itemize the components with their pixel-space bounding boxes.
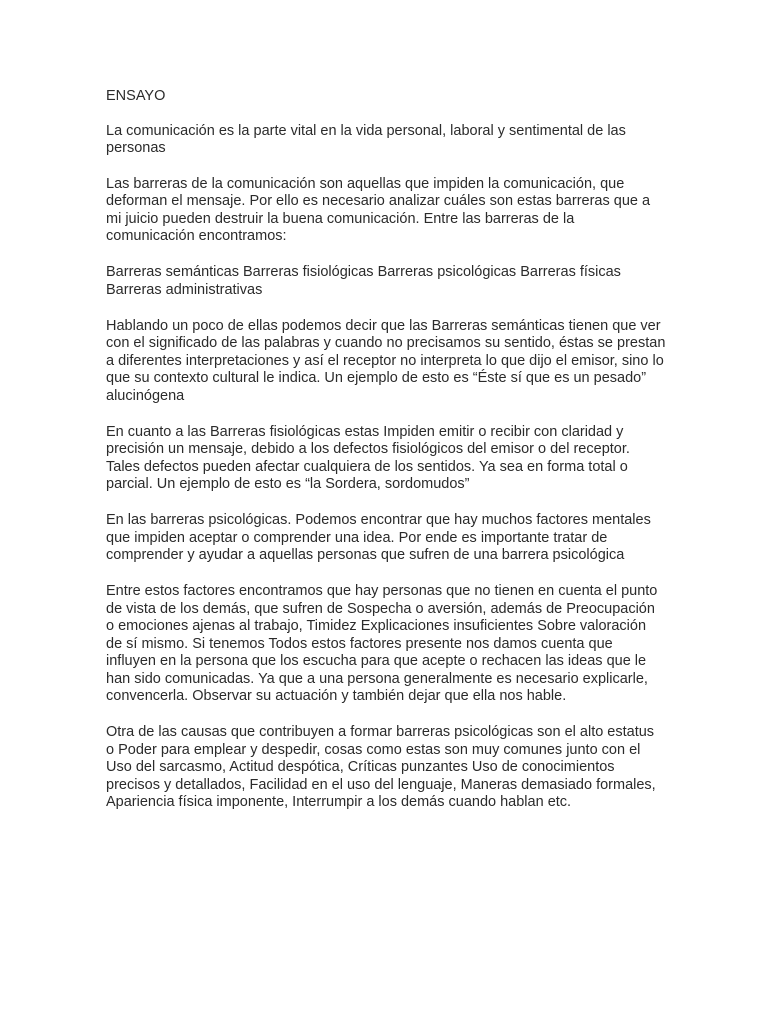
paragraph-semantic-barriers: Hablando un poco de ellas podemos decir que las Barreras semánticas tienen que ver con el significado de las palabras y cuando no precisamos su sentido, éstas se prestan a diferentes interpretaciones y así el receptor no interpreta lo que dijo el emisor, sino lo que su contexto cultural le indica. Un ejemplo de esto es “Éste sí que es un pesado” alucinógena <box>106 317 666 404</box>
document-body <box>106 88 666 830</box>
paragraph-barriers-definition: Las barreras de la comunicación son aquellas que impiden la comunicación, que deforman el mensaje. Por ello es necesario analizar cuáles son estas barreras que a mi juicio pueden destruir la buena comunicación. Entre las barreras de la comunicación encontramos: <box>106 175 651 244</box>
paragraph-barriers-list: Barreras semánticas Barreras fisiológicas Barreras psicológicas Barreras físicas Barreras administrativas <box>106 264 621 298</box>
paragraph-physiological-barriers: En cuanto a las Barreras fisiológicas estas Impiden emitir o recibir con claridad y precisión un mensaje, debido a los defectos fisiológicos del emisor o del receptor. Tales defectos pueden afectar cualquiera de los sentidos. Ya sea en forma total o parcial. Un ejemplo de esto es “la Sordera, sordomudos” <box>106 423 630 492</box>
paragraph-psychological-factors: Entre estos factores encontramos que hay personas que no tienen en cuenta el punto de vista de los demás, que sufren de Sospecha o aversión, además de Preocupación o emociones ajenas al trabajo, Timidez Explicaciones insuficientes Sobre valoración de sí mismo. Si tenemos Todos estos factores presente nos damos cuenta que influyen en la persona que los escucha para que acepte o rechacen las ideas que le han sido comunicadas. Ya que a una persona generalmente es necesario explicarle, convencerla. Observar su actuación y también dejar que ella nos hable. <box>106 583 658 704</box>
paragraph-psychological-barriers: En las barreras psicológicas. Podemos encontrar que hay muchos factores mentales que impiden aceptar o comprender una idea. Por ende es importante tratar de comprender y ayudar a aquellas personas que sufren de una barrera psicológica <box>106 512 651 563</box>
paragraph-intro: La comunicación es la parte vital en la vida personal, laboral y sentimental de las personas <box>106 122 626 156</box>
paragraph-other-causes: Otra de las causas que contribuyen a formar barreras psicológicas son el alto estatus o Poder para emplear y despedir, cosas como estas son muy comunes junto con el Uso del sarcasmo, Actitud despótica, Críticas punzantes Uso de conocimientos precisos y detallados, Facilidad en el uso del lenguaje, Maneras demasiado formales, Apariencia física imponente, Interrumpir a los demás cuando hablan etc. <box>106 724 656 810</box>
document-title: ENSAYO <box>106 88 166 104</box>
